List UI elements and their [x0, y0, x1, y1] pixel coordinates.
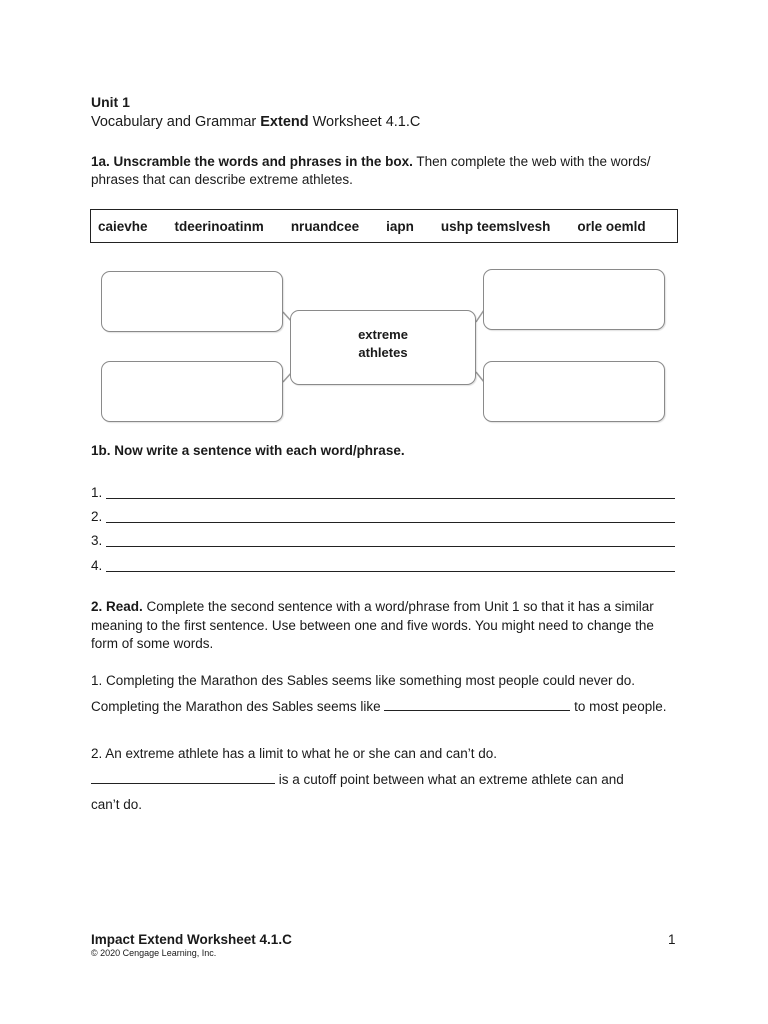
web-answer-box-top-left[interactable]	[101, 271, 283, 332]
item-2-rewrite-sentence	[91, 771, 624, 787]
answer-number: 2.	[91, 509, 103, 524]
scrambled-word: ushp teemslvesh	[440, 218, 551, 234]
answer-rule	[106, 509, 675, 523]
scrambled-word: nruandcee	[290, 218, 360, 234]
item-1-rewrite-prefix: Completing the Marathon des Sables seems like	[91, 699, 385, 714]
question-2-rest: Complete the second sentence with a word/phrase from Unit 1 so that it has a similar meaning to the first sentence. Use between one and five words. You might need to change the form of some words.	[91, 599, 654, 651]
scrambled-word: tdeerinoatinm	[174, 218, 264, 234]
item-2-original-sentence: 2. An extreme athlete has a limit to what he or she can and can’t do.	[91, 746, 497, 761]
item-1-rewrite-sentence	[91, 698, 666, 714]
footer-title: Impact Extend Worksheet 4.1.C	[91, 932, 292, 947]
answer-line-4[interactable]	[91, 554, 675, 574]
item-1-blank[interactable]	[384, 698, 570, 711]
footer-copyright: © 2020 Cengage Learning, Inc.	[91, 948, 217, 958]
answer-number: 4.	[91, 558, 103, 573]
question-1a-rest: Then complete the web with the words/ phrases that can describe extreme athletes.	[91, 154, 651, 187]
web-answer-box-bottom-left[interactable]	[101, 361, 283, 422]
web-answer-box-bottom-right[interactable]	[483, 361, 665, 422]
item-2-blank[interactable]	[91, 771, 275, 784]
page-number: 1	[668, 932, 676, 947]
answer-line-2[interactable]	[91, 505, 675, 525]
web-center-box	[290, 310, 476, 385]
question-1a-lead: 1a. Unscramble the words and phrases in the box.	[91, 154, 413, 169]
scrambled-word: orle oemld	[577, 218, 646, 234]
answer-rule	[106, 533, 675, 547]
question-2-lead: 2. Read.	[91, 599, 143, 614]
question-1b-instruction: 1b. Now write a sentence with each word/phrase.	[91, 443, 405, 458]
subtitle-bold: Extend	[260, 114, 309, 130]
item-2-rewrite-continuation: can’t do.	[91, 797, 143, 812]
item-1-rewrite-suffix: to most people.	[570, 699, 667, 714]
answer-rule	[106, 485, 675, 499]
answer-line-3[interactable]	[91, 529, 675, 549]
web-answer-box-top-right[interactable]	[483, 269, 665, 330]
item-2-rewrite-suffix: is a cutoff point between what an extreme athlete can and	[275, 772, 624, 787]
scrambled-word: iapn	[386, 218, 414, 234]
subtitle-suffix: Worksheet 4.1.C	[308, 114, 421, 130]
scrambled-word: caievhe	[98, 218, 148, 234]
answer-line-1[interactable]	[91, 481, 675, 501]
question-2-instruction	[91, 598, 681, 654]
answer-rule	[106, 558, 675, 572]
unit-title: Unit 1	[91, 94, 130, 110]
item-1-original-sentence: 1. Completing the Marathon des Sables seems like something most people could never do.	[91, 673, 636, 688]
answer-number: 3.	[91, 533, 103, 548]
web-center-label: extreme athletes	[358, 327, 408, 360]
answer-number: 1.	[91, 485, 103, 500]
subtitle-prefix: Vocabulary and Grammar	[91, 114, 261, 130]
